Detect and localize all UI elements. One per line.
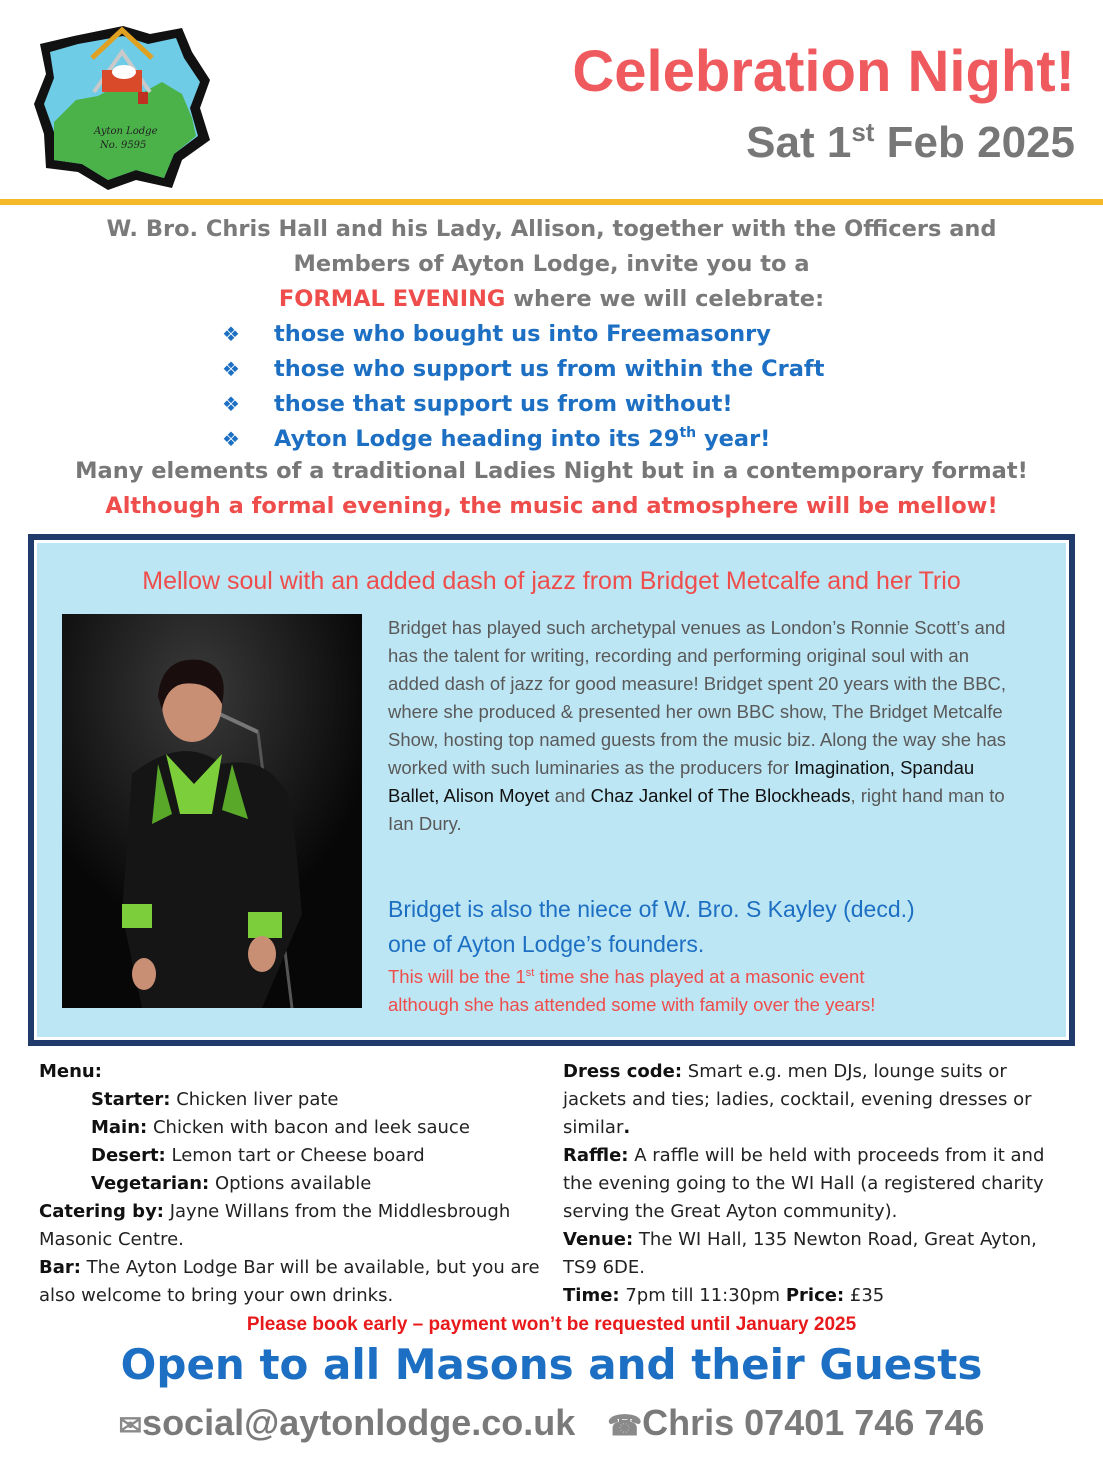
bio-and: and	[549, 785, 591, 806]
bar-label: Bar:	[39, 1257, 81, 1278]
diamond-bullet-icon: ❖	[222, 427, 240, 451]
dress-code	[563, 1058, 1063, 1142]
price-label: Price:	[785, 1285, 845, 1306]
bio-end: , right hand man to Ian Dury.	[388, 785, 1005, 834]
list-item-text: those who support us from within the Craft	[274, 356, 825, 382]
bar-value: The Ayton Lodge Bar will be available, but you are also welcome to bring your own drinks.	[39, 1257, 540, 1306]
email-icon: ✉	[118, 1410, 143, 1441]
venue-value: The WI Hall, 135 Newton Road, Great Ayton, TS9 6DE.	[563, 1229, 1037, 1278]
first-time-note	[388, 963, 1028, 1019]
niece-line1: Bridget is also the niece of W. Bro. S Kayley (decd.)	[388, 896, 915, 922]
event-date	[746, 118, 1075, 168]
bar-info	[39, 1254, 549, 1310]
bio-highlight-2: Chaz Jankel of The Blockheads	[590, 785, 851, 806]
catering-info	[39, 1198, 549, 1254]
menu-desert	[39, 1142, 549, 1170]
main-label: Main:	[91, 1117, 148, 1138]
starter-value: Chicken liver pate	[170, 1089, 339, 1110]
invitation-text	[0, 212, 1103, 317]
raffle-value: A raffle will be held with proceeds from it and the evening going to the WI Hall (a registered charity serving the Great Ayton community).	[563, 1145, 1045, 1222]
first-pre: This will be the 1	[388, 966, 526, 987]
bio-highlight-1: Imagination, Spandau Ballet, Alison Moyet	[388, 757, 975, 806]
veg-label: Vegetarian:	[91, 1173, 210, 1194]
list-item-text: Ayton Lodge heading into its 29	[274, 426, 680, 452]
gold-divider	[0, 199, 1103, 205]
list-item	[222, 387, 824, 422]
diamond-bullet-icon: ❖	[222, 322, 240, 346]
date-day: Sat 1	[746, 118, 852, 167]
contact-line	[0, 1402, 1103, 1444]
time-value: 7pm till 11:30pm	[619, 1285, 786, 1306]
celebrate-list	[222, 317, 824, 457]
list-item-end: year!	[696, 426, 771, 452]
time-price	[563, 1282, 1063, 1310]
format-note: Many elements of a traditional Ladies Night but in a contemporary format!	[75, 458, 1028, 484]
singer-bio	[388, 614, 1018, 838]
diamond-bullet-icon: ❖	[222, 392, 240, 416]
invitation-line3-rest: where we will celebrate:	[505, 286, 825, 312]
phone-number[interactable]: Chris 07401 746 746	[642, 1402, 985, 1443]
first-line2: although she has attended some with family over the years!	[388, 994, 876, 1015]
dress-value: Smart e.g. men DJs, lounge suits or jackets and ties; ladies, cocktail, evening dresses or similar	[563, 1061, 1032, 1138]
desert-label: Desert:	[91, 1145, 166, 1166]
event-title: Celebration Night!	[572, 39, 1075, 104]
niece-note	[388, 892, 1028, 962]
logo-text-line2: No. 9595	[100, 140, 147, 151]
date-rest: Feb 2025	[874, 118, 1075, 167]
dress-label: Dress code:	[563, 1061, 683, 1082]
desert-value: Lemon tart or Cheese board	[165, 1145, 425, 1166]
catering-label: Catering by:	[39, 1201, 164, 1222]
band-heading: Mellow soul with an added dash of jazz from Bridget Metcalfe and her Trio	[142, 567, 961, 595]
invitation-line1: W. Bro. Chris Hall and his Lady, Allison, together with the Officers and	[106, 216, 997, 242]
venue-label: Venue:	[563, 1229, 634, 1250]
dress-end: .	[623, 1117, 631, 1138]
list-item	[222, 352, 824, 387]
invitation-line3	[0, 282, 1103, 317]
formal-evening: FORMAL EVENING	[278, 286, 506, 312]
price-value: £35	[844, 1285, 885, 1306]
raffle-label: Raffle:	[563, 1145, 629, 1166]
menu-label: Menu:	[39, 1061, 102, 1082]
menu-details	[39, 1058, 549, 1310]
veg-value: Options available	[209, 1173, 372, 1194]
book-early-note: Please book early – payment won’t be requested until January 2025	[246, 1314, 857, 1335]
bio-text: Bridget has played such archetypal venues as London’s Ronnie Scott’s and has the talent for writing, recording and performing original soul with an added dash of jazz for good measure! Bridget spent 20 years with the BBC, where she produced & presented her own BBC show, The Bridget Metcalfe Show, hosting top named guests from the music biz. Along the way she has worked with such luminaries as the producers for	[388, 617, 1007, 778]
main-value: Chicken with bacon and leek sauce	[147, 1117, 470, 1138]
diamond-bullet-icon: ❖	[222, 357, 240, 381]
niece-line2: one of Ayton Lodge’s founders.	[388, 931, 705, 957]
singer-photo	[62, 614, 362, 1008]
menu-main	[39, 1114, 549, 1142]
time-label: Time:	[563, 1285, 620, 1306]
list-item-text: those that support us from without!	[274, 391, 733, 417]
first-post: time she has played at a masonic event	[534, 966, 865, 987]
date-suffix: st	[851, 117, 875, 147]
lodge-logo	[32, 22, 214, 194]
year-suffix: th	[679, 425, 697, 441]
menu-starter	[39, 1086, 549, 1114]
venue-info	[563, 1226, 1063, 1282]
catering-value: Jayne Willans from the Middlesbrough Masonic Centre.	[39, 1201, 511, 1250]
open-to-all-heading: Open to all Masons and their Guests	[120, 1340, 983, 1389]
event-details	[563, 1058, 1063, 1310]
starter-label: Starter:	[91, 1089, 171, 1110]
mellow-note: Although a formal evening, the music and atmosphere will be mellow!	[105, 493, 998, 519]
logo-text-line1: Ayton Lodge	[94, 126, 158, 137]
first-line1	[388, 963, 1028, 991]
menu-vegetarian	[39, 1170, 549, 1198]
first-suffix: st	[525, 967, 535, 979]
list-item-text: those who bought us into Freemasonry	[274, 321, 771, 347]
raffle-info	[563, 1142, 1063, 1226]
list-item	[222, 317, 824, 352]
invitation-line2: Members of Ayton Lodge, invite you to a	[293, 251, 810, 277]
band-panel	[28, 534, 1075, 1046]
phone-icon: ☎	[607, 1410, 643, 1441]
email-address[interactable]: social@aytonlodge.co.uk	[142, 1402, 576, 1443]
list-item	[222, 422, 824, 457]
